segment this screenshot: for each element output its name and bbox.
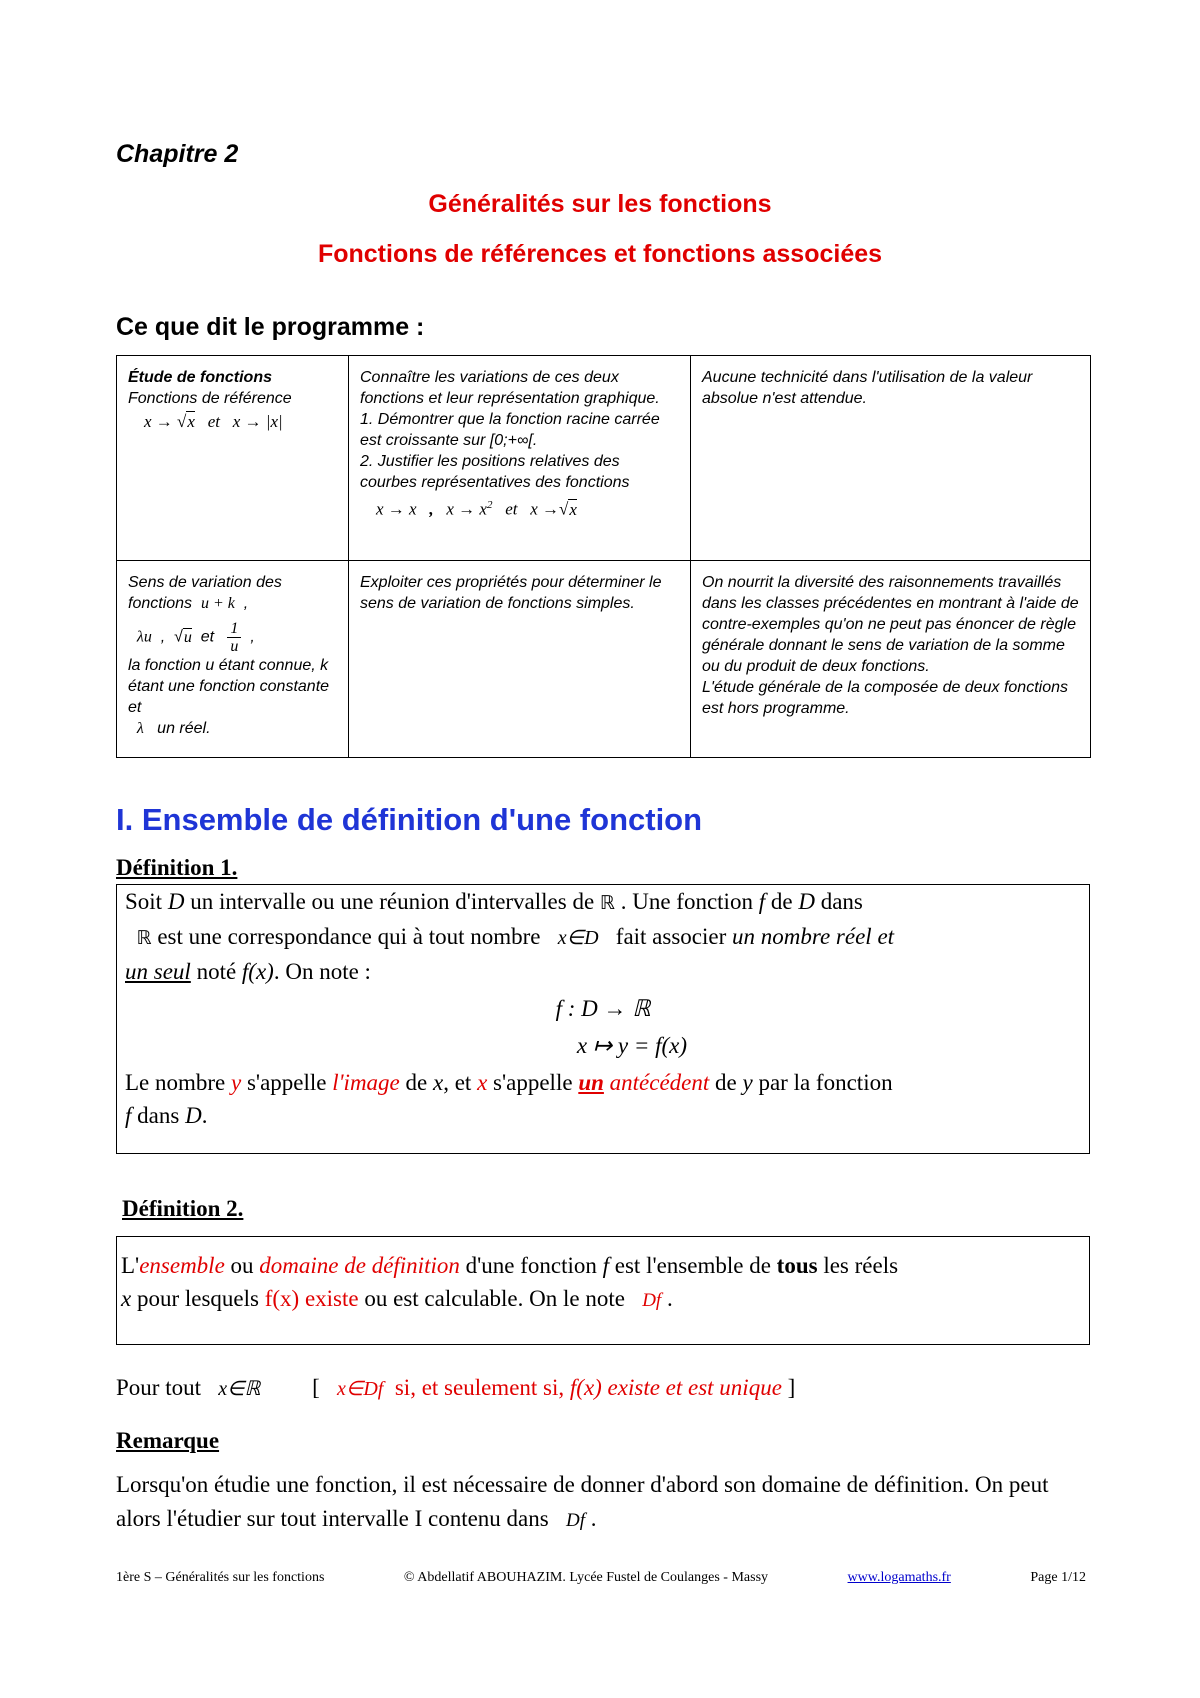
- table-cell: [691, 356, 1091, 561]
- math-var: y: [742, 1070, 753, 1095]
- math-var: x: [433, 1070, 444, 1095]
- formula-part: ,: [250, 628, 255, 646]
- math-var: x: [477, 1070, 488, 1095]
- formula-part: x →: [144, 412, 173, 431]
- cell-subtitle: Fonctions de référence: [128, 390, 292, 407]
- fraction-numerator: 1: [227, 620, 241, 638]
- text: pour lesquels: [131, 1286, 265, 1311]
- text: dans: [131, 1103, 186, 1128]
- formula-part: u: [183, 628, 192, 646]
- text-emph: f(x) existe: [264, 1286, 359, 1311]
- math-var: y: [231, 1070, 242, 1095]
- text: un intervalle ou une réunion d'intervalles de: [184, 889, 600, 914]
- cell-text: Sens de variation des fonctions: [128, 574, 282, 612]
- math-var: f: [125, 1103, 132, 1128]
- formula-part: et: [207, 412, 220, 431]
- program-table: [116, 355, 1091, 758]
- cell-text: Aucune technicité dans l'utilisation de la valeur absolue n'est attendue.: [702, 369, 1033, 407]
- pour-tout-statement: [116, 1375, 795, 1401]
- formula-part: x →: [530, 499, 560, 519]
- bracket: [: [312, 1375, 320, 1400]
- text: noté: [190, 959, 242, 984]
- text: . On note :: [273, 959, 371, 984]
- formula-part: λ: [136, 720, 144, 737]
- text-emph: f(x) existe et est unique: [569, 1375, 782, 1400]
- text: dans: [814, 889, 863, 914]
- definition-2-heading: Définition 2.: [122, 1196, 244, 1221]
- text: , et: [443, 1070, 478, 1095]
- math-set: ℝ: [599, 893, 615, 914]
- text: fait associer: [610, 924, 733, 949]
- text-emph: ensemble: [139, 1253, 225, 1278]
- text: s'appelle: [241, 1070, 333, 1095]
- definition-2-text: [121, 1249, 1089, 1317]
- text: . Une fonction: [614, 889, 759, 914]
- formula-three-functions: x → x , $x \to x^2$ et x →√x: [376, 499, 577, 519]
- bracket: ]: [787, 1375, 796, 1400]
- text-emph: un nombre réel et: [732, 924, 895, 949]
- math-expr: f(x): [241, 959, 274, 984]
- text: de: [765, 889, 799, 914]
- cell-text: On nourrit la diversité des raisonnements travaillés dans les classes précédentes en montrant à l'aide de contre-exemples qu'on ne peut pas énoncer de règle générale donnant le sens de variation de la somme ou du produit de deux fonctions.: [702, 574, 1079, 675]
- text: d'une fonction: [459, 1253, 603, 1278]
- text-emph: un seul: [125, 959, 191, 984]
- text: Le nombre: [125, 1070, 232, 1095]
- table-cell: [349, 356, 691, 561]
- math-expr: x∈D: [557, 927, 599, 949]
- text: les réels: [817, 1253, 899, 1278]
- text-strong: tous: [776, 1253, 818, 1278]
- formula-sqrt-abs: x → √x et x → |x|: [144, 412, 283, 431]
- cell-text: L'étude générale de la composée de deux fonctions est hors programme.: [702, 679, 1068, 717]
- text: ou: [224, 1253, 260, 1278]
- table-cell: [691, 561, 1091, 758]
- footer-page-number: Page 1/12: [1030, 1570, 1086, 1585]
- formula-part: ,: [160, 628, 166, 646]
- math-expr: x∈Df: [337, 1378, 384, 1400]
- formula-part: u + k: [200, 595, 235, 612]
- text: s'appelle: [487, 1070, 579, 1095]
- page-footer: [116, 1570, 1086, 1586]
- cell-title: Étude de fonctions: [128, 369, 272, 386]
- math-var: D: [167, 889, 185, 914]
- text: .: [661, 1286, 673, 1311]
- text: est une correspondance qui à tout nombre: [151, 924, 547, 949]
- equation-line-2: [125, 1029, 1081, 1062]
- text: Soit: [125, 889, 168, 914]
- text: Lorsqu'on étudie une fonction, il est nécessaire de donner d'abord son domaine de définition. On peut alors l'étudier sur tout intervalle I contenu dans: [116, 1472, 1049, 1531]
- math-set: ℝ: [136, 928, 152, 949]
- program-heading: Ce que dit le programme :: [116, 313, 425, 341]
- table-row: [117, 561, 1091, 758]
- math-expr: x ↦ y = f(x): [576, 1033, 688, 1058]
- text-emph: si, et seulement si,: [394, 1375, 565, 1400]
- definition-1-box: [116, 884, 1090, 1154]
- text: L': [121, 1253, 140, 1278]
- footer-course: 1ère S – Généralités sur les fonctions: [116, 1570, 325, 1585]
- formula-part: x → x: [446, 499, 487, 519]
- text-emph: domaine de définition: [259, 1253, 460, 1278]
- text-emph: un: [578, 1070, 604, 1095]
- cell-text: un réel.: [157, 720, 211, 737]
- math-var: f: [602, 1253, 610, 1278]
- math-var: D: [185, 1103, 202, 1128]
- formula-part: λu: [136, 628, 152, 646]
- cell-text: Connaître les variations de ces deux fonctions et leur représentation graphique.: [360, 369, 660, 407]
- fraction-denominator: u: [230, 638, 239, 655]
- formula-part: x: [569, 499, 577, 519]
- remarque-heading: Remarque: [116, 1428, 220, 1453]
- chapter-label: Chapitre 2: [116, 140, 239, 168]
- equation-line-1: [125, 992, 1081, 1025]
- formula-part: 2: [486, 499, 493, 511]
- definition-1-heading: Définition 1.: [116, 855, 238, 880]
- formula-part: x → x: [376, 499, 417, 519]
- text-emph: antécédent: [609, 1070, 710, 1095]
- cell-text: la fonction u étant connue, k étant une fonction constante et: [128, 657, 330, 716]
- footer-website-link[interactable]: www.logamaths.fr: [847, 1570, 951, 1585]
- formula-part: ,: [429, 499, 434, 519]
- formula-part: et: [505, 499, 518, 519]
- text: Pour tout: [116, 1375, 201, 1400]
- math-var: f: [758, 889, 766, 914]
- text: par la fonction: [752, 1070, 893, 1095]
- math-var: D: [798, 889, 815, 914]
- formula-part: et: [200, 628, 215, 646]
- remarque-body: [116, 1468, 1086, 1538]
- formula-part: ,: [243, 595, 249, 612]
- title-line-1: Généralités sur les fonctions: [428, 190, 772, 218]
- math-expr: x∈ℝ: [218, 1378, 261, 1400]
- definition-2-box: [116, 1236, 1090, 1345]
- math-expr: Df: [642, 1290, 662, 1311]
- text: est l'ensemble de: [609, 1253, 777, 1278]
- formula-part: x: [187, 412, 195, 431]
- text: de: [399, 1070, 433, 1095]
- cell-item-1: 1. Démontrer que la fonction racine carrée est croissante sur [0;+∞[.: [360, 411, 660, 449]
- math-expr: f : D → ℝ: [555, 996, 651, 1021]
- table-cell: [117, 356, 349, 561]
- definition-1-conclusion: [125, 1066, 1081, 1132]
- section-title: I. Ensemble de définition d'une fonction: [116, 802, 703, 837]
- cell-item-2: 2. Justifier les positions relatives des courbes représentatives des fonctions: [360, 453, 630, 491]
- table-cell: [349, 561, 691, 758]
- math-var: x: [121, 1286, 132, 1311]
- text: .: [201, 1103, 208, 1128]
- table-row: [117, 356, 1091, 561]
- fraction: [227, 620, 241, 655]
- text-emph: l'image: [332, 1070, 400, 1095]
- cell-text: Exploiter ces propriétés pour déterminer le sens de variation de fonctions simples.: [360, 574, 662, 612]
- text: de: [709, 1070, 743, 1095]
- text: ou est calculable. On le note: [358, 1286, 631, 1311]
- title-line-2: Fonctions de références et fonctions associées: [317, 240, 883, 268]
- math-expr: Df: [565, 1510, 585, 1531]
- footer-author: © Abdellatif ABOUHAZIM. Lycée Fustel de Coulanges - Massy: [403, 1570, 769, 1585]
- formula-part: x → |x|: [232, 412, 283, 431]
- table-cell: Sens de variation des fonctions u + k , λu , √u et $\frac{1}{u}$ , la fonction u étant connue, k étant une fonction constante et λ un réel.: [117, 561, 349, 758]
- definition-1-text: [125, 885, 1081, 988]
- text: .: [584, 1506, 597, 1531]
